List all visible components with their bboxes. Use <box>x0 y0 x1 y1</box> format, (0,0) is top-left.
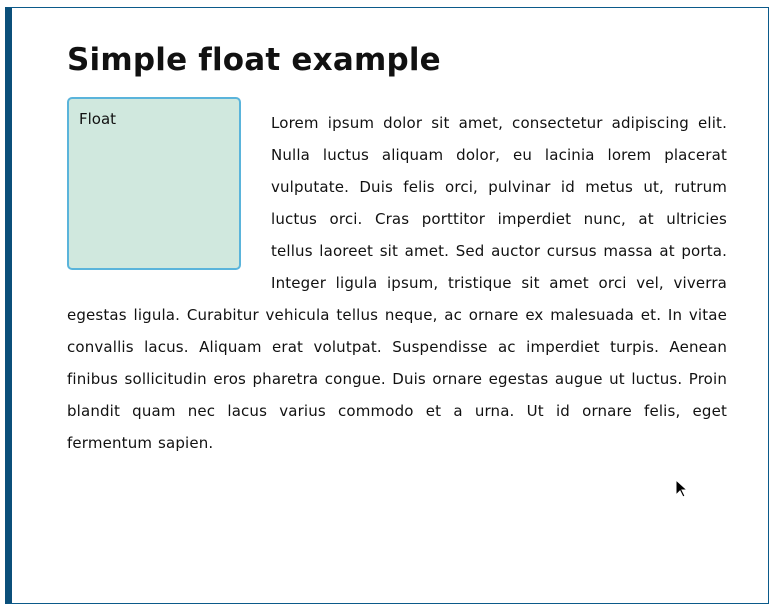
float-box <box>67 97 241 270</box>
page-frame <box>5 7 769 604</box>
body-paragraph: Lorem ipsum dolor sit amet, consectetur adipiscing elit. Nulla luctus aliquam dolor, eu lacinia lorem placerat vulputate. Duis felis orci, pulvinar id metus ut, rutrum luctus orci. Cras porttitor imperdiet nunc, at ultricies tellus laoreet sit amet. Sed auctor cursus massa at porta. Integer ligula ipsum, tristique sit amet orci vel, viverra egestas ligula. Curabitur vehicula tellus neque, ac ornare ex malesuada et. In vitae convallis lacus. Aliquam erat volutpat. Suspendisse ac imperdiet turpis. Aenean finibus sollicitudin eros pharetra congue. Duis ornare egestas augue ut luctus. Proin blandit quam nec lacus varius commodo et a urna. Ut id ornare felis, eget fermentum sapien. <box>67 114 727 452</box>
float-label: Float <box>79 110 117 128</box>
content-area <box>67 40 727 459</box>
page-title: Simple float example <box>67 42 441 78</box>
mouse-pointer-icon <box>675 479 689 499</box>
